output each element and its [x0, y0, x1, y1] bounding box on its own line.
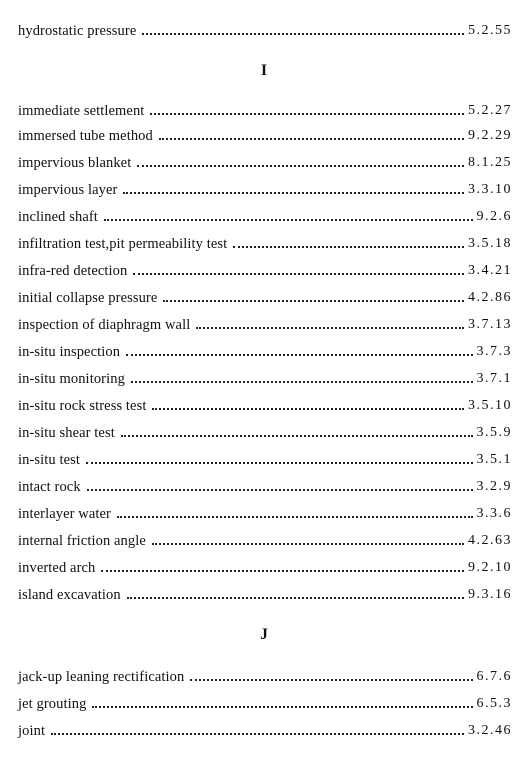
entry-ref: 4.2.63	[468, 533, 512, 548]
entry-term: in-situ shear test	[18, 424, 115, 441]
index-entry	[18, 395, 512, 417]
entry-ref: 6.5.3	[476, 696, 512, 711]
entry-ref: 3.5.9	[476, 425, 512, 440]
index-entry	[18, 287, 512, 309]
entry-ref: 3.7.13	[468, 317, 512, 332]
index-entry	[18, 422, 512, 444]
dot-leader	[131, 381, 473, 383]
entry-ref: 9.2.29	[468, 128, 512, 143]
entry-ref: 5.2.27	[468, 103, 512, 118]
dot-leader	[152, 543, 464, 545]
index-entry	[18, 125, 512, 147]
entry-ref: 6.7.6	[476, 669, 512, 684]
entry-term: intact rock	[18, 478, 81, 495]
index-entry	[18, 584, 512, 606]
entry-ref: 3.7.1	[476, 371, 512, 386]
dot-leader	[233, 246, 464, 248]
section-heading-j: J	[260, 626, 268, 643]
index-entry	[18, 530, 512, 552]
entry-term: inverted arch	[18, 559, 96, 576]
dot-leader	[190, 679, 472, 681]
dot-leader	[159, 138, 464, 140]
entry-ref: 4.2.86	[468, 290, 512, 305]
dot-leader	[123, 192, 464, 194]
dot-leader	[101, 570, 464, 572]
index-entry	[18, 233, 512, 255]
dot-leader	[51, 733, 464, 735]
entry-ref: 3.5.18	[468, 236, 512, 251]
dot-leader	[127, 597, 464, 599]
index-entry	[18, 206, 512, 228]
dot-leader	[163, 300, 464, 302]
index-entry	[18, 100, 512, 122]
dot-leader	[92, 706, 472, 708]
entry-term: in-situ test	[18, 451, 81, 468]
dot-leader	[121, 435, 473, 437]
dot-leader	[196, 327, 464, 329]
entry-term: joint	[18, 722, 46, 739]
index-entry	[18, 449, 512, 471]
entry-ref: 3.3.6	[476, 506, 512, 521]
entry-term: island excavation	[18, 586, 121, 603]
entry-term: infiltration test,pit permeability test	[18, 235, 228, 252]
entry-ref: 9.2.10	[468, 560, 512, 575]
entry-term: jack-up leaning rectification	[18, 668, 185, 685]
index-entry	[18, 557, 512, 579]
entry-ref: 3.5.10	[468, 398, 512, 413]
entry-ref: 3.3.10	[468, 182, 512, 197]
entry-term: interlayer water	[18, 505, 111, 522]
entry-term: jet grouting	[18, 695, 87, 712]
index-entry	[18, 368, 512, 390]
index-entry	[18, 20, 512, 42]
index-entry	[18, 152, 512, 174]
dot-leader	[133, 273, 464, 275]
entry-ref: 9.2.6	[476, 209, 512, 224]
entry-term: internal friction angle	[18, 532, 146, 549]
dot-leader	[142, 33, 464, 35]
entry-term: immediate settlement	[18, 102, 145, 119]
index-entry	[18, 476, 512, 498]
entry-term: hydrostatic pressure	[18, 22, 137, 39]
entry-term: impervious blanket	[18, 154, 132, 171]
index-entry	[18, 693, 512, 715]
dot-leader	[152, 408, 464, 410]
entry-ref: 3.2.9	[476, 479, 512, 494]
dot-leader	[126, 354, 472, 356]
entry-term: in-situ rock stress test	[18, 397, 147, 414]
entry-term: immersed tube method	[18, 127, 153, 144]
index-entry	[18, 666, 512, 688]
dot-leader	[87, 489, 473, 491]
entry-term: inspection of diaphragm wall	[18, 316, 191, 333]
entry-ref: 3.5.1	[476, 452, 512, 467]
entry-term: infra-red detection	[18, 262, 128, 279]
section-heading-i: I	[260, 62, 268, 79]
dot-leader	[150, 113, 464, 115]
index-entry	[18, 179, 512, 201]
entry-ref: 3.4.21	[468, 263, 512, 278]
index-entry	[18, 314, 512, 336]
index-entry	[18, 260, 512, 282]
entry-term: initial collapse pressure	[18, 289, 158, 306]
entry-term: inclined shaft	[18, 208, 98, 225]
entry-term: in-situ inspection	[18, 343, 121, 360]
entry-ref: 9.3.16	[468, 587, 512, 602]
entry-ref: 5.2.55	[468, 23, 512, 38]
entry-ref: 8.1.25	[468, 155, 512, 170]
dot-leader	[117, 516, 473, 518]
index-entry	[18, 341, 512, 363]
dot-leader	[104, 219, 473, 221]
entry-term: in-situ monitoring	[18, 370, 125, 387]
entry-ref: 3.2.46	[468, 723, 512, 738]
entry-term: impervious layer	[18, 181, 118, 198]
entry-ref: 3.7.3	[476, 344, 512, 359]
dot-leader	[137, 165, 464, 167]
dot-leader	[86, 462, 472, 464]
index-entry	[18, 720, 512, 742]
index-entry	[18, 503, 512, 525]
